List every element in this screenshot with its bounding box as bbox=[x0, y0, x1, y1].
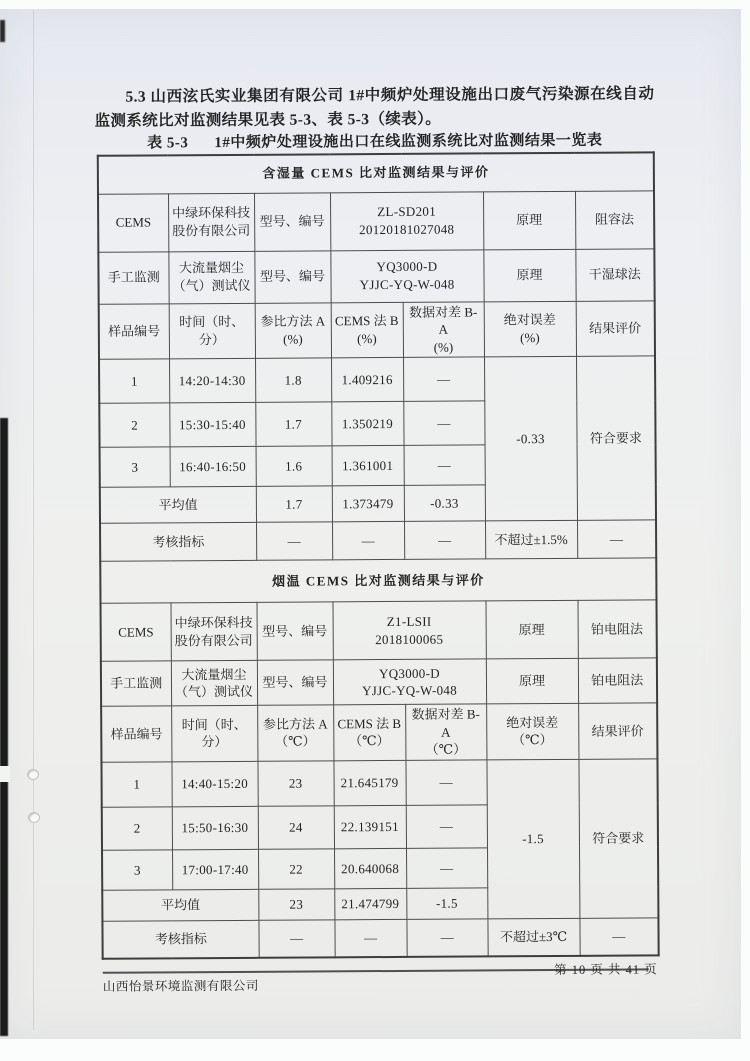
cell-average-diff: -1.5 bbox=[406, 888, 487, 919]
equipment-row bbox=[101, 658, 657, 706]
cell-cems-b: 20.640068 bbox=[334, 848, 406, 888]
cell-sample-id: 1 bbox=[101, 762, 171, 807]
col-header-diff: 数据对差 B-A （℃） bbox=[405, 704, 486, 760]
cell-model-label: 型号、编号 bbox=[257, 602, 333, 660]
cell-evaluation: 符合要求 bbox=[578, 759, 658, 918]
cell-diff: — bbox=[404, 445, 485, 485]
col-header-result: 结果评价 bbox=[576, 300, 655, 356]
cell-principle-label: 原理 bbox=[486, 658, 578, 704]
cell-diff: — bbox=[405, 760, 486, 805]
header-row bbox=[99, 300, 655, 359]
cell-assessment-ref-a: — bbox=[258, 920, 334, 958]
footer-page-number: 第 10 页 共 41 页 bbox=[554, 962, 658, 978]
cell-abs-error: -0.33 bbox=[484, 357, 577, 522]
cell-model-label: 型号、编号 bbox=[254, 192, 330, 250]
table-caption bbox=[95, 128, 655, 152]
cell-abs-error: -1.5 bbox=[486, 759, 579, 919]
equipment-row bbox=[101, 600, 657, 661]
section-title-row bbox=[98, 152, 654, 193]
cell-time: 14:40-15:20 bbox=[171, 761, 257, 807]
col-header-cems: CEMS 法 B （℃） bbox=[333, 705, 405, 761]
cell-principle-label: 原理 bbox=[483, 191, 575, 250]
table-caption-text: 1#中频炉处理设施出口在线监测系统比对监测结果一览表 bbox=[214, 132, 603, 152]
cell-model: YQ3000-D YJJC-YQ-W-048 bbox=[330, 249, 483, 302]
table-caption-label: 表 5-3 bbox=[147, 135, 189, 152]
col-header-sample-id: 样品编号 bbox=[101, 706, 171, 762]
data-row bbox=[101, 759, 657, 807]
cell-principle-label: 原理 bbox=[483, 249, 575, 302]
cell-assessment-result: — bbox=[579, 918, 658, 956]
section-title-row bbox=[100, 558, 656, 603]
cell-diff: — bbox=[406, 805, 487, 848]
cell-time: 16:40-16:50 bbox=[170, 446, 256, 487]
data-row bbox=[99, 356, 655, 403]
comparison-table bbox=[97, 151, 660, 960]
cell-time: 14:20-14:30 bbox=[169, 358, 255, 403]
cell-cems-b: 1.409216 bbox=[331, 358, 403, 402]
cell-assessment-ref-a: — bbox=[256, 522, 332, 560]
cell-cems-b: 1.361001 bbox=[332, 446, 404, 486]
cell-sample-id: 1 bbox=[99, 359, 169, 403]
cell-role: CEMS bbox=[98, 193, 168, 251]
cell-principle-label: 原理 bbox=[485, 600, 577, 659]
cell-assessment-diff: — bbox=[406, 919, 487, 957]
cell-model: ZL-SD201 20120181027048 bbox=[330, 191, 483, 250]
cell-ref-a: 1.7 bbox=[255, 402, 331, 446]
col-header-time: 时间（时、分） bbox=[171, 705, 257, 761]
col-header-ref-method: 参比方法 A （℃） bbox=[257, 705, 333, 761]
col-header-result: 结果评价 bbox=[578, 703, 657, 759]
cell-org: 大流量烟尘 （气）测试仪 bbox=[168, 251, 254, 304]
cell-average-ref-a: 23 bbox=[258, 889, 334, 920]
cell-model: Z1-LSII 2018100065 bbox=[332, 601, 485, 660]
cell-evaluation: 符合要求 bbox=[576, 356, 656, 520]
cell-average-cems-b: 21.474799 bbox=[334, 888, 406, 919]
section-title: 烟温 CEMS 比对监测结果与评价 bbox=[100, 558, 656, 603]
cell-diff: — bbox=[406, 848, 487, 888]
col-header-ref-method: 参比方法 A (%) bbox=[255, 302, 331, 358]
cell-principle: 铂电阻法 bbox=[578, 658, 657, 703]
cell-average-label: 平均值 bbox=[100, 486, 256, 523]
cell-cems-b: 21.645179 bbox=[333, 760, 405, 805]
cell-model: YQ3000-D YJJC-YQ-W-048 bbox=[333, 659, 486, 705]
cell-sample-id: 2 bbox=[99, 403, 169, 447]
col-header-sample-id: 样品编号 bbox=[99, 303, 169, 359]
cell-ref-a: 1.8 bbox=[255, 358, 331, 402]
assessment-row bbox=[100, 520, 656, 561]
cell-average-label: 平均值 bbox=[102, 889, 258, 921]
cell-role: CEMS bbox=[101, 603, 171, 661]
cell-model-label: 型号、编号 bbox=[257, 660, 333, 705]
cell-time: 17:00-17:40 bbox=[172, 849, 258, 890]
col-header-time: 时间（时、分） bbox=[169, 303, 255, 359]
cell-sample-id: 3 bbox=[102, 850, 172, 890]
cell-average-cems-b: 1.373479 bbox=[332, 486, 404, 522]
equipment-row bbox=[98, 248, 654, 303]
cell-assessment-limit: 不超过±3℃ bbox=[487, 918, 579, 957]
cell-org: 中绿环保科技 股份有限公司 bbox=[168, 193, 254, 252]
cell-principle: 阻容法 bbox=[575, 190, 654, 248]
cell-assessment-cems-b: — bbox=[334, 919, 406, 957]
intro-paragraph: 5.3 山西泫氏实业集团有限公司 1#中频炉处理设施出口废气污染源在线自动监测系统比对监测结果见表 5-3、表 5-3（续表）。 bbox=[94, 85, 655, 130]
cell-assessment-label: 考核指标 bbox=[100, 522, 256, 561]
cell-assessment-label: 考核指标 bbox=[102, 920, 258, 959]
equipment-row bbox=[98, 190, 654, 251]
col-header-cems: CEMS 法 B (%) bbox=[331, 302, 403, 358]
cell-diff: — bbox=[403, 401, 484, 445]
cell-average-ref-a: 1.7 bbox=[256, 486, 332, 522]
cell-assessment-result: — bbox=[577, 520, 656, 558]
cell-cems-b: 1.350219 bbox=[331, 402, 403, 446]
cell-average-diff: -0.33 bbox=[404, 485, 485, 521]
cell-time: 15:50-16:30 bbox=[172, 806, 258, 850]
cell-ref-a: 22 bbox=[258, 849, 334, 889]
col-header-abs-error: 绝对误差 （℃） bbox=[486, 703, 578, 759]
cell-ref-a: 23 bbox=[257, 761, 333, 806]
cell-role: 手工监测 bbox=[98, 251, 168, 303]
cell-model-label: 型号、编号 bbox=[254, 250, 330, 302]
cell-assessment-diff: — bbox=[404, 521, 485, 559]
cell-assessment-limit: 不超过±1.5% bbox=[485, 520, 577, 559]
cell-org: 中绿环保科技 股份有限公司 bbox=[171, 602, 257, 661]
assessment-row bbox=[102, 918, 658, 959]
cell-diff: — bbox=[403, 357, 484, 401]
col-header-diff: 数据对差 B-A (%) bbox=[403, 301, 484, 357]
footer-company: 山西怡景环境监测有限公司 bbox=[102, 978, 259, 994]
cell-org: 大流量烟尘 （气）测试仪 bbox=[171, 660, 257, 706]
cell-time: 15:30-15:40 bbox=[169, 402, 255, 447]
cell-ref-a: 24 bbox=[258, 806, 334, 849]
col-header-abs-error: 绝对误差 (%) bbox=[484, 301, 576, 357]
header-row bbox=[101, 703, 657, 762]
cell-principle: 铂电阻法 bbox=[577, 600, 656, 658]
cell-assessment-cems-b: — bbox=[332, 522, 404, 560]
section-title: 含湿量 CEMS 比对监测结果与评价 bbox=[98, 152, 654, 193]
cell-role: 手工监测 bbox=[101, 661, 171, 706]
cell-sample-id: 2 bbox=[102, 807, 172, 850]
cell-sample-id: 3 bbox=[100, 447, 170, 487]
cell-ref-a: 1.6 bbox=[256, 446, 332, 486]
cell-cems-b: 22.139151 bbox=[334, 805, 406, 848]
cell-principle: 干湿球法 bbox=[575, 248, 654, 300]
